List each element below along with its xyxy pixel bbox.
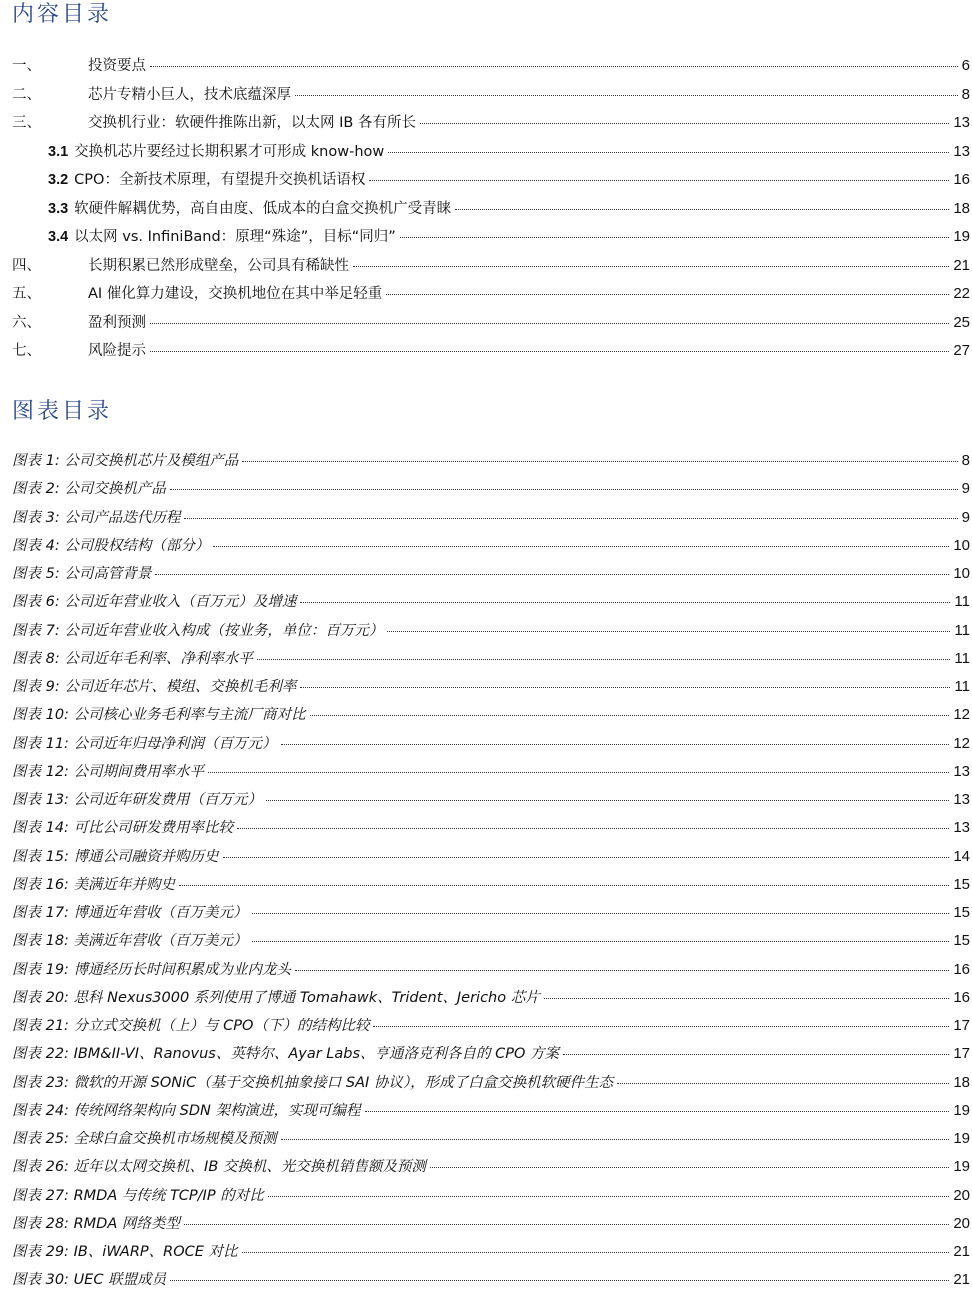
toc-list: [12, 54, 970, 368]
figure-title: 近年以太网交换机、IB 交换机、光交换机销售额及预测: [73, 1159, 426, 1176]
toc-subentry-page: 13: [953, 142, 970, 160]
figure-label: 图表 14:: [12, 820, 69, 837]
toc-entry-number: 一、: [12, 58, 41, 74]
figure-entry[interactable]: [12, 760, 970, 788]
figure-label: 图表 28:: [12, 1215, 69, 1232]
dot-leader: [544, 998, 950, 999]
figure-entry[interactable]: [12, 1042, 970, 1070]
dot-leader: [387, 631, 950, 632]
dot-leader: [150, 66, 958, 67]
figure-title: 公司近年研发费用（百万元）: [73, 792, 263, 808]
figure-label: 图表 8:: [12, 650, 60, 667]
dot-leader: [455, 209, 949, 210]
figure-page: 16: [953, 960, 970, 978]
figure-page: 19: [953, 1101, 970, 1119]
dot-leader: [400, 237, 950, 238]
dot-leader: [170, 1280, 949, 1281]
toc-entry-page: 21: [953, 256, 970, 274]
figure-label: 图表 3:: [12, 509, 60, 526]
toc-entry-number: 七、: [12, 343, 41, 359]
figure-label: 图表 16:: [12, 876, 69, 893]
figure-page: 21: [953, 1271, 970, 1289]
figure-page: 21: [953, 1243, 970, 1260]
toc-entry-page: 22: [953, 285, 970, 302]
figure-entry[interactable]: [12, 1212, 970, 1240]
dot-leader: [365, 1111, 950, 1112]
toc-entry-text: 盈利预测: [88, 314, 146, 331]
figure-entry[interactable]: [12, 1268, 970, 1296]
toc-entry-text: 芯片专精小巨人，技术底蕴深厚: [88, 86, 291, 103]
dot-leader: [237, 828, 949, 829]
figure-label: 图表 27:: [12, 1187, 69, 1204]
dot-leader: [257, 659, 951, 660]
toc-subentry-page: 16: [953, 171, 970, 188]
figure-entry[interactable]: [12, 986, 970, 1014]
toc-title: 内容目录: [12, 2, 113, 27]
dot-leader: [369, 180, 949, 181]
figure-entry[interactable]: [12, 449, 970, 477]
figure-title: 公司产品迭代历程: [64, 509, 181, 526]
figure-page: 11: [954, 678, 970, 695]
dot-leader: [170, 489, 958, 490]
toc-entry-page: 6: [961, 57, 970, 74]
figure-title: 博通公司融资并购历史: [73, 848, 219, 865]
toc-entry-page: 8: [961, 85, 970, 103]
figure-title: RMDA 与传统 TCP/IP 的对比: [73, 1187, 264, 1204]
dot-leader: [268, 1196, 950, 1197]
dot-leader: [430, 1167, 949, 1168]
figure-page: 18: [953, 1073, 970, 1091]
toc-subentry-page: 19: [953, 228, 970, 245]
figure-label: 图表 11:: [12, 735, 69, 752]
dot-leader: [223, 857, 950, 858]
dot-leader: [420, 123, 949, 124]
figure-page: 20: [953, 1214, 970, 1232]
toc-subentry[interactable]: [12, 168, 970, 197]
figure-title: 分立式交换机（上）与 CPO（下）的结构比较: [73, 1018, 370, 1034]
figure-label: 图表 19:: [12, 961, 69, 978]
toc-entry[interactable]: [12, 311, 970, 340]
dot-leader: [252, 913, 950, 914]
toc-entry-number: 四、: [12, 257, 41, 274]
figure-title: IBM&II-VI、Ranovus、英特尔、Ayar Labs、亨通洛克利各自的 CPO 方案: [73, 1046, 560, 1063]
figure-label: 图表 6:: [12, 594, 60, 611]
figure-entry[interactable]: [12, 506, 970, 534]
figure-title: 公司近年营业收入构成（按业务，单位：百万元）: [64, 622, 384, 639]
figure-page: 13: [953, 819, 970, 837]
figure-entry[interactable]: [12, 1184, 970, 1212]
figure-title: 公司期间费用率水平: [73, 763, 205, 780]
figure-title: 公司近年芯片、模组、交换机毛利率: [64, 679, 297, 695]
dot-leader: [388, 152, 949, 153]
dot-leader: [281, 744, 950, 745]
figure-label: 图表 25:: [12, 1131, 69, 1147]
figure-label: 图表 29:: [12, 1244, 69, 1260]
toc-entry[interactable]: [12, 254, 970, 283]
toc-subentry-number: 3.3: [48, 200, 69, 217]
figure-entry[interactable]: [12, 1127, 970, 1155]
figure-entry[interactable]: [12, 929, 970, 957]
figure-page: 15: [953, 875, 970, 893]
figure-label: 图表 10:: [12, 707, 69, 724]
figure-entry[interactable]: [12, 1014, 970, 1042]
figure-title: 公司近年营业收入（百万元）及增速: [64, 594, 297, 611]
figure-page: 20: [953, 1186, 970, 1204]
dot-leader: [373, 1026, 949, 1027]
figure-entry[interactable]: [12, 732, 970, 760]
toc-entry-text: 交换机行业：软硬件推陈出新，以太网 IB 各有所长: [88, 115, 416, 131]
toc-subentry-page: 18: [953, 199, 970, 217]
figure-label: 图表 30:: [12, 1272, 69, 1289]
toc-entry-text: 风险提示: [88, 343, 146, 359]
figure-entry[interactable]: [12, 703, 970, 731]
toc-entry[interactable]: [12, 83, 970, 112]
toc-entry-number: 五、: [12, 286, 41, 302]
figure-list-title: 图表目录: [12, 399, 113, 424]
dot-leader: [266, 800, 949, 801]
figure-label: 图表 13:: [12, 792, 69, 808]
figure-entry[interactable]: [12, 477, 970, 505]
toc-entry-text: 投资要点: [88, 58, 146, 74]
toc-entry-text: AI 催化算力建设，交换机地位在其中举足轻重: [88, 286, 383, 302]
figure-label: 图表 18:: [12, 933, 69, 950]
figure-label: 图表 15:: [12, 848, 69, 865]
figure-entry[interactable]: [12, 1071, 970, 1099]
figure-title: 传统网络架构向 SDN 架构演进，实现可编程: [73, 1102, 361, 1119]
figure-page: 13: [953, 791, 970, 808]
dot-leader: [155, 574, 949, 575]
figure-title: 思科 Nexus3000 系列使用了博通 Tomahawk、Trident、Jericho 芯片: [73, 989, 540, 1006]
toc-entry-number: 二、: [12, 86, 41, 103]
figure-entry[interactable]: [12, 1155, 970, 1183]
dot-leader: [150, 323, 949, 324]
figure-page: 16: [953, 988, 970, 1006]
figure-entry[interactable]: [12, 534, 970, 562]
figure-page: 12: [953, 706, 970, 724]
figure-entry[interactable]: [12, 1240, 970, 1268]
figure-entry[interactable]: [12, 1099, 970, 1127]
figure-page: 15: [953, 932, 970, 950]
figure-entry[interactable]: [12, 647, 970, 675]
dot-leader: [150, 351, 949, 352]
figure-label: 图表 5:: [12, 566, 60, 582]
figure-entry[interactable]: [12, 619, 970, 647]
toc-subentry[interactable]: [12, 197, 970, 226]
dot-leader: [242, 1252, 950, 1253]
dot-leader: [386, 294, 949, 295]
figure-label: 图表 20:: [12, 989, 69, 1006]
figure-label: 图表 7:: [12, 622, 60, 639]
figure-label: 图表 4:: [12, 537, 60, 554]
figure-page: 17: [953, 1017, 970, 1034]
dot-leader: [617, 1083, 949, 1084]
figure-title: 博通近年营收（百万美元）: [73, 905, 248, 921]
figure-entry[interactable]: [12, 816, 970, 844]
figure-label: 图表 21:: [12, 1018, 69, 1034]
figure-page: 11: [954, 649, 970, 667]
dot-leader: [353, 266, 949, 267]
figure-title: IB、iWARP、ROCE 对比: [73, 1244, 238, 1260]
dot-leader: [242, 461, 957, 462]
toc-subentry-number: 3.1: [48, 143, 69, 160]
toc-subentry-text: 软硬件解耦优势，高自由度、低成本的白盒交换机广受青睐: [74, 200, 452, 217]
figure-entry[interactable]: [12, 788, 970, 816]
toc-entry-text: 长期积累已然形成壁垒，公司具有稀缺性: [88, 257, 349, 274]
figure-page: 15: [953, 904, 970, 921]
figure-label: 图表 17:: [12, 905, 69, 921]
figure-list: [12, 449, 970, 1297]
figure-label: 图表 24:: [12, 1102, 69, 1119]
figure-title: 公司近年归母净利润（百万元）: [73, 735, 277, 752]
figure-entry[interactable]: [12, 675, 970, 703]
dot-leader: [563, 1054, 949, 1055]
toc-entry-number: 六、: [12, 314, 41, 331]
dot-leader: [300, 687, 950, 688]
dot-leader: [252, 941, 950, 942]
toc-subentry-text: CPO：全新技术原理，有望提升交换机话语权: [74, 172, 366, 188]
toc-subentry-number: 3.4: [48, 229, 69, 245]
dot-leader: [310, 715, 950, 716]
figure-page: 19: [953, 1130, 970, 1147]
figure-page: 10: [953, 565, 970, 582]
figure-title: 可比公司研发费用率比较: [73, 820, 234, 837]
figure-title: 公司交换机产品: [64, 481, 166, 498]
figure-label: 图表 1:: [12, 453, 60, 469]
figure-title: 公司核心业务毛利率与主流厂商对比: [73, 707, 306, 724]
figure-title: 公司近年毛利率、净利率水平: [64, 650, 253, 667]
toc-entry[interactable]: [12, 339, 970, 368]
dot-leader: [281, 1139, 950, 1140]
figure-page: 17: [953, 1045, 970, 1063]
toc-entry-page: 13: [953, 114, 970, 131]
toc-subentry-text: 交换机芯片要经过长期积累才可形成 know-how: [74, 143, 385, 160]
figure-entry[interactable]: [12, 873, 970, 901]
dot-leader: [213, 546, 949, 547]
figure-title: 博通经历长时间积累成为业内龙头: [73, 961, 292, 978]
figure-page: 10: [953, 536, 970, 554]
figure-label: 图表 26:: [12, 1159, 69, 1176]
figure-entry[interactable]: [12, 845, 970, 873]
toc-subentry[interactable]: [12, 140, 970, 169]
figure-title: 公司股权结构（部分）: [64, 537, 210, 554]
toc-entry-page: 25: [953, 313, 970, 331]
figure-page: 19: [953, 1158, 970, 1176]
figure-entry[interactable]: [12, 901, 970, 929]
dot-leader: [295, 970, 949, 971]
figure-label: 图表 22:: [12, 1046, 69, 1063]
figure-page: 9: [961, 480, 970, 498]
figure-page: 12: [953, 734, 970, 752]
figure-label: 图表 23:: [12, 1074, 69, 1091]
figure-label: 图表 2:: [12, 481, 60, 498]
figure-title: RMDA 网络类型: [73, 1215, 180, 1232]
dot-leader: [300, 602, 950, 603]
figure-title: 公司交换机芯片及模组产品: [64, 453, 239, 469]
figure-title: 美满近年并购史: [73, 876, 176, 893]
figure-page: 11: [954, 621, 970, 639]
figure-label: 图表 9:: [12, 679, 60, 695]
toc-entry[interactable]: [12, 282, 970, 311]
figure-entry[interactable]: [12, 590, 970, 618]
dot-leader: [179, 885, 949, 886]
figure-title: 全球白盒交换机市场规模及预测: [73, 1131, 277, 1147]
figure-title: 微软的开源 SONiC（基于交换机抽象接口 SAI 协议），形成了白盒交换机软硬件生态: [73, 1074, 614, 1091]
dot-leader: [184, 518, 957, 519]
figure-label: 图表 12:: [12, 763, 69, 780]
dot-leader: [184, 1224, 949, 1225]
dot-leader: [208, 772, 949, 773]
figure-title: 公司高管背景: [64, 566, 152, 582]
figure-page: 9: [961, 508, 970, 526]
toc-subentry-text: 以太网 vs. InfiniBand：原理“殊途”，目标“同归”: [74, 229, 396, 245]
dot-leader: [295, 95, 958, 96]
figure-title: 美满近年营收（百万美元）: [73, 933, 248, 950]
toc-entry[interactable]: [12, 54, 970, 83]
toc-entry[interactable]: [12, 111, 970, 140]
figure-title: UEC 联盟成员: [73, 1272, 167, 1289]
figure-page: 13: [953, 762, 970, 780]
toc-entry-number: 三、: [12, 115, 41, 131]
toc-subentry-number: 3.2: [48, 172, 69, 188]
figure-entry[interactable]: [12, 562, 970, 590]
toc-entry-page: 27: [953, 342, 970, 359]
figure-page: 11: [954, 593, 970, 611]
figure-page: 8: [961, 452, 970, 469]
figure-entry[interactable]: [12, 958, 970, 986]
figure-page: 14: [953, 847, 970, 865]
toc-subentry[interactable]: [12, 225, 970, 254]
